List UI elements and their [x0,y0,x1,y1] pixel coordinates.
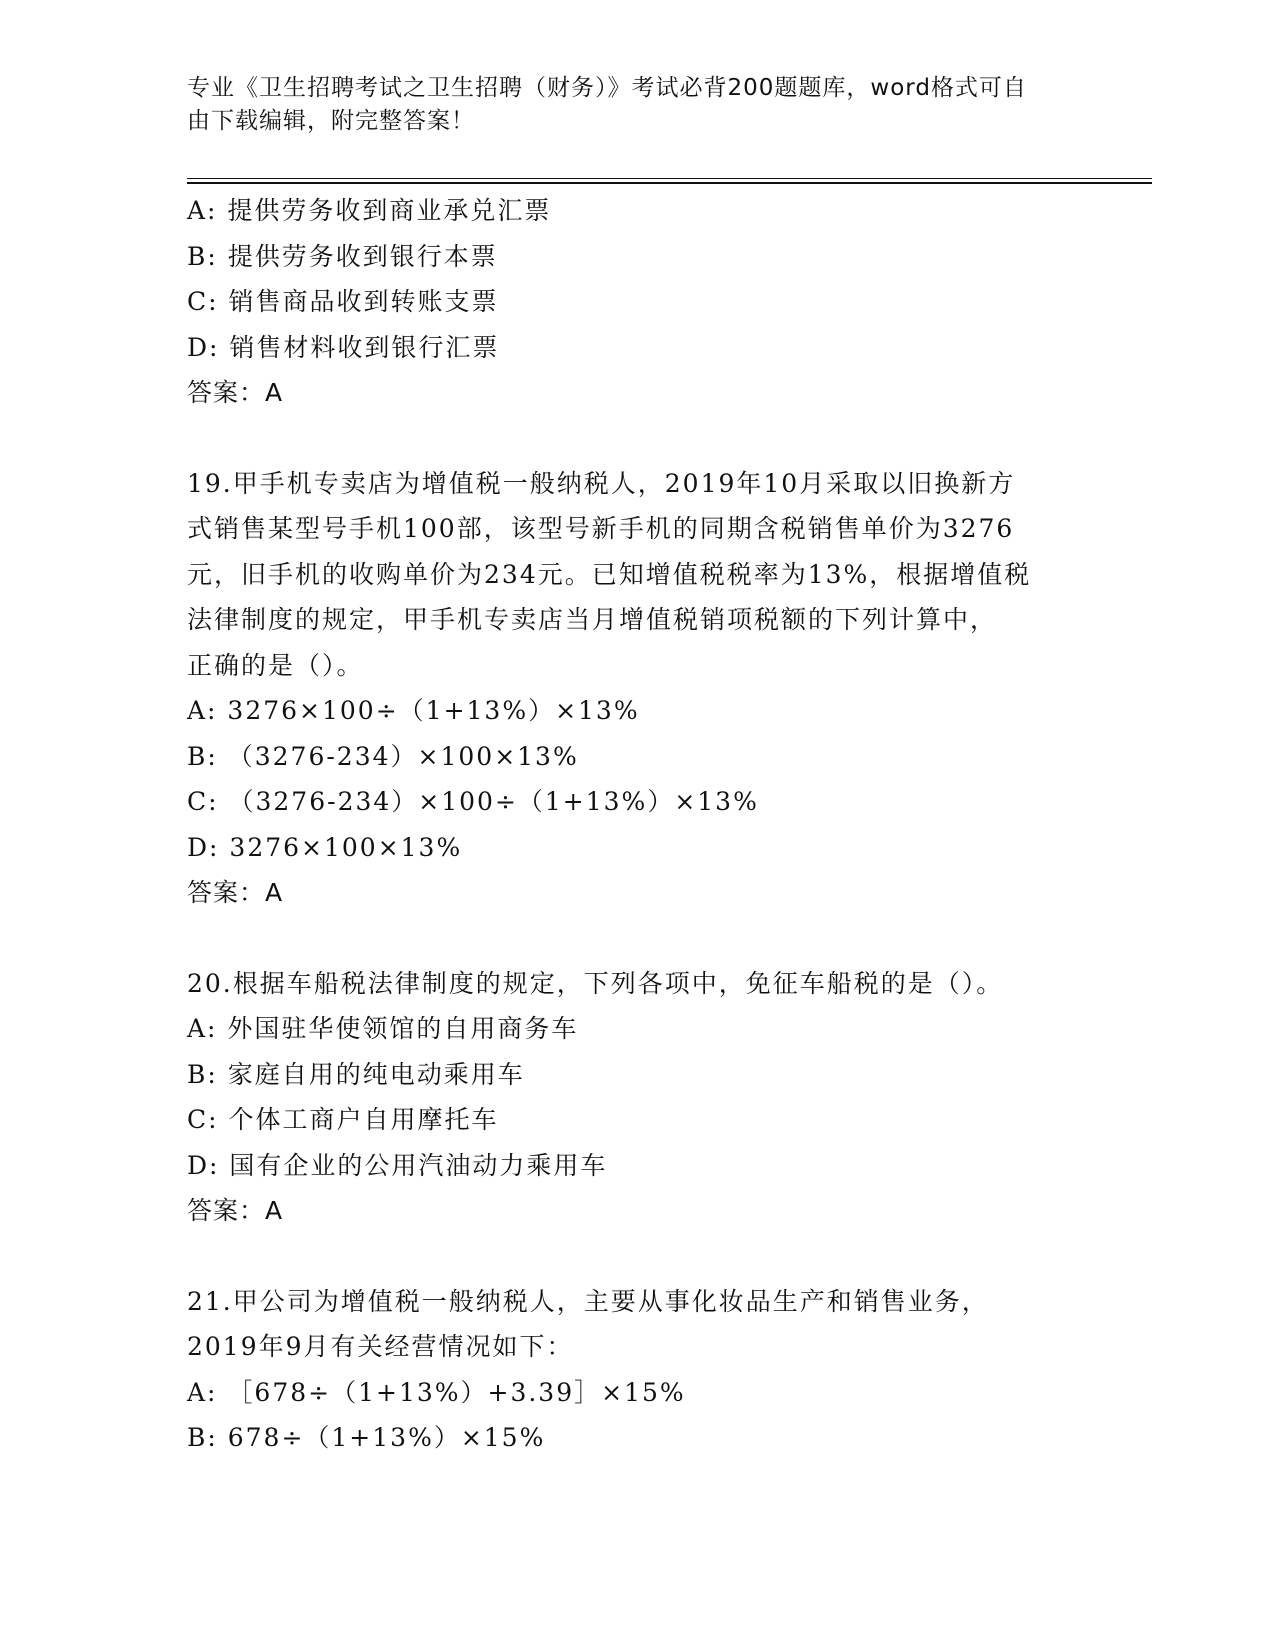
option-c: C: （3276-234）×100÷（1+13%）×13% [187,787,759,816]
option-b: B: 提供劳务收到银行本票 [187,241,498,271]
question-stem-line: 2019年9月有关经营情况如下： [187,1332,574,1361]
question-stem-line: 法律制度的规定，甲手机专卖店当月增值税销项税额的下列计算中， [187,605,998,634]
document-header [187,72,1067,138]
header-divider-thin [187,178,1152,179]
question-stem-line: 元，旧手机的收购单价为234元。已知增值税税率为13%，根据增值税 [187,559,1032,589]
option-c: C: 销售商品收到转账支票 [187,287,499,316]
answer: 答案：A [187,878,284,907]
answer: 答案：A [187,1196,284,1225]
question-content [187,188,1087,1461]
question-stem-line: 正确的是（）。 [187,650,364,680]
question-20 [187,961,1087,1234]
option-b: B: （3276-234）×100×13% [187,741,579,771]
spacer [187,416,1087,461]
option-a: A: ［678÷（1+13%）+3.39］×15% [187,1377,686,1407]
option-d: D: 3276×100×13% [187,832,463,862]
option-a: A: 外国驻华使领馆的自用商务车 [187,1014,579,1043]
option-a: A: 3276×100÷（1+13%）×13% [187,696,640,725]
question-18 [187,188,1087,416]
option-b: B: 678÷（1+13%）×15% [187,1423,546,1452]
option-d: D: 国有企业的公用汽油动力乘用车 [187,1150,608,1180]
header-line-2: 由下载编辑，附完整答案！ [187,108,475,134]
option-a: A: 提供劳务收到商业承兑汇票 [187,196,552,225]
question-stem-line: 21.甲公司为增值税一般纳税人，主要从事化妆品生产和销售业务， [187,1286,989,1316]
question-19 [187,461,1087,916]
spacer [187,1234,1087,1279]
option-d: D: 销售材料收到银行汇票 [187,332,500,362]
header-line-1: 专业《卫生招聘考试之卫生招聘（财务）》考试必背200题题库，word格式可自 [187,75,1027,101]
question-21 [187,1279,1087,1461]
question-stem-line: 式销售某型号手机100部，该型号新手机的同期含税销售单价为3276 [187,514,1015,543]
spacer [187,916,1087,961]
option-b: B: 家庭自用的纯电动乘用车 [187,1059,525,1089]
header-divider-thick [187,182,1152,184]
answer: 答案：A [187,378,284,407]
question-stem-line: 19.甲手机专卖店为增值税一般纳税人，2019年10月采取以旧换新方 [187,468,1016,498]
question-stem-line: 20.根据车船税法律制度的规定，下列各项中，免征车船税的是（）。 [187,968,1004,998]
option-c: C: 个体工商户自用摩托车 [187,1105,499,1134]
